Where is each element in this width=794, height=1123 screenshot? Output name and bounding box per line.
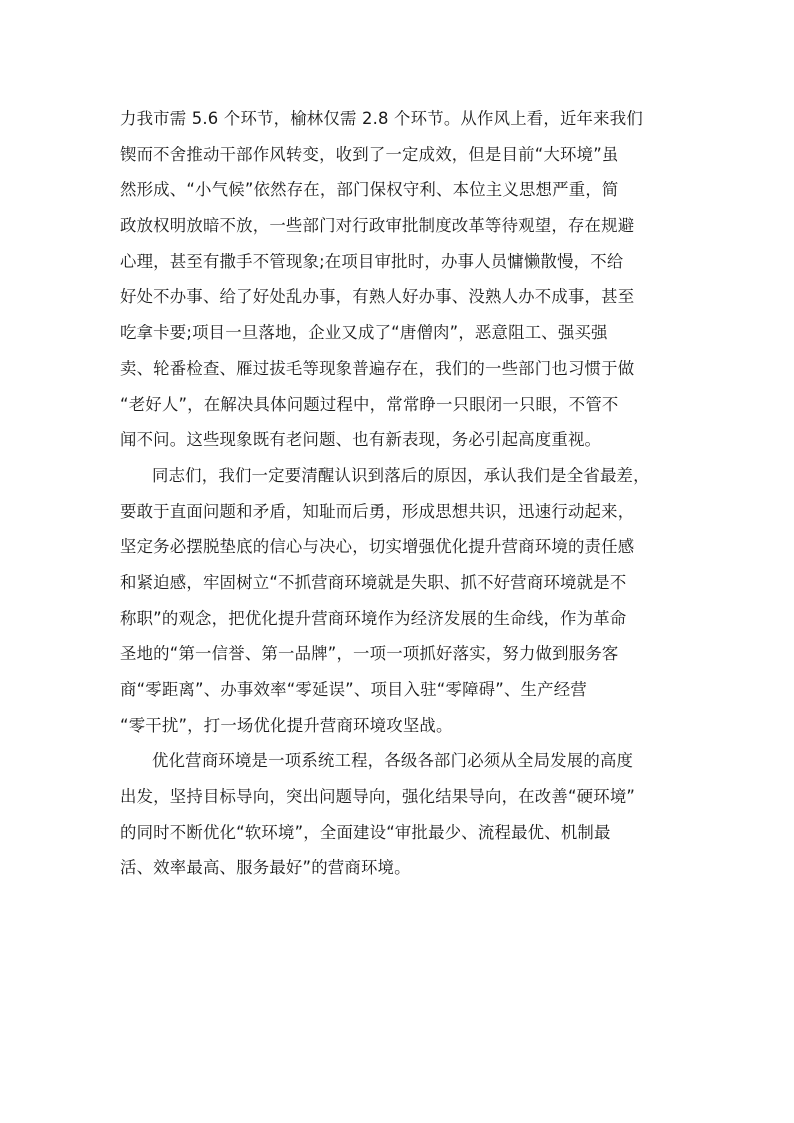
text-line: 锲而不舍推动干部作风转变，收到了一定成效，但是目前“大环境”虽 bbox=[120, 144, 619, 164]
paragraph-1 bbox=[120, 101, 676, 458]
text-line: 同志们，我们一定要清醒认识到落后的原因，承认我们是全省最差， bbox=[152, 465, 650, 485]
text-line: 闻不问。这些现象既有老问题、也有新表现，务必引起高度重视。 bbox=[120, 430, 602, 450]
text-line: 然形成、“小气候”依然存在，部门保权守利、本位主义思想严重，简 bbox=[120, 180, 619, 200]
text-line: 出发，坚持目标导向，突出问题导向，强化结果导向，在改善“硬环境” bbox=[120, 787, 636, 807]
text-line: “老好人”，在解决具体问题过程中，常常睁一只眼闭一只眼，不管不 bbox=[120, 394, 619, 414]
text-line: 活、效率最高、服务最好”的营商环境。 bbox=[120, 858, 411, 878]
text-line: 优化营商环境是一项系统工程，各级各部门必须从全局发展的高度 bbox=[152, 751, 634, 771]
text-line: 和紧迫感，牢固树立“不抓营商环境就是失职、抓不好营商环境就是不 bbox=[120, 572, 627, 592]
text-line: 好处不办事、给了好处乱办事，有熟人好办事、没熟人办不成事，甚至 bbox=[120, 287, 635, 307]
text-line: 商“零距离”、办事效率“零延误”、项目入驻“零障碍”、生产经营 bbox=[120, 680, 587, 699]
text-line: “零干扰”，打一场优化提升营商环境攻坚战。 bbox=[120, 715, 453, 735]
text-line: 称职”的观念，把优化提升营商环境作为经济发展的生命线，作为革命 bbox=[120, 608, 627, 628]
text-line: 坚定务必摆脱垫底的信心与决心，切实增强优化提升营商环境的责任感 bbox=[120, 537, 635, 557]
text-line: 政放权明放暗不放，一些部门对行政审批制度改革等待观望，存在规避 bbox=[120, 216, 635, 236]
text-line: 的同时不断优化“软环境”，全面建设“审批最少、流程最优、机制最 bbox=[120, 822, 611, 842]
text-line: 圣地的“第一信誉、第一品牌”，一项一项抓好落实，努力做到服务客 bbox=[120, 644, 619, 664]
paragraph-2 bbox=[120, 458, 676, 744]
text-line: 要敢于直面问题和矛盾，知耻而后勇，形成思想共识，迅速行动起来， bbox=[120, 501, 635, 521]
text-line: 力我市需 5.6 个环节，榆林仅需 2.8 个环节。从作风上看，近年来我们 bbox=[120, 109, 643, 128]
paragraph-3 bbox=[120, 743, 676, 886]
document-body bbox=[120, 101, 676, 886]
text-line: 心理，甚至有撒手不管现象;在项目审批时，办事人员慵懒散慢，不给 bbox=[120, 251, 624, 271]
text-line: 吃拿卡要;项目一旦落地，企业又成了“唐僧肉”，恶意阻工、强买强 bbox=[120, 323, 608, 343]
text-line: 卖、轮番检查、雁过拔毛等现象普遍存在，我们的一些部门也习惯于做 bbox=[120, 358, 635, 378]
